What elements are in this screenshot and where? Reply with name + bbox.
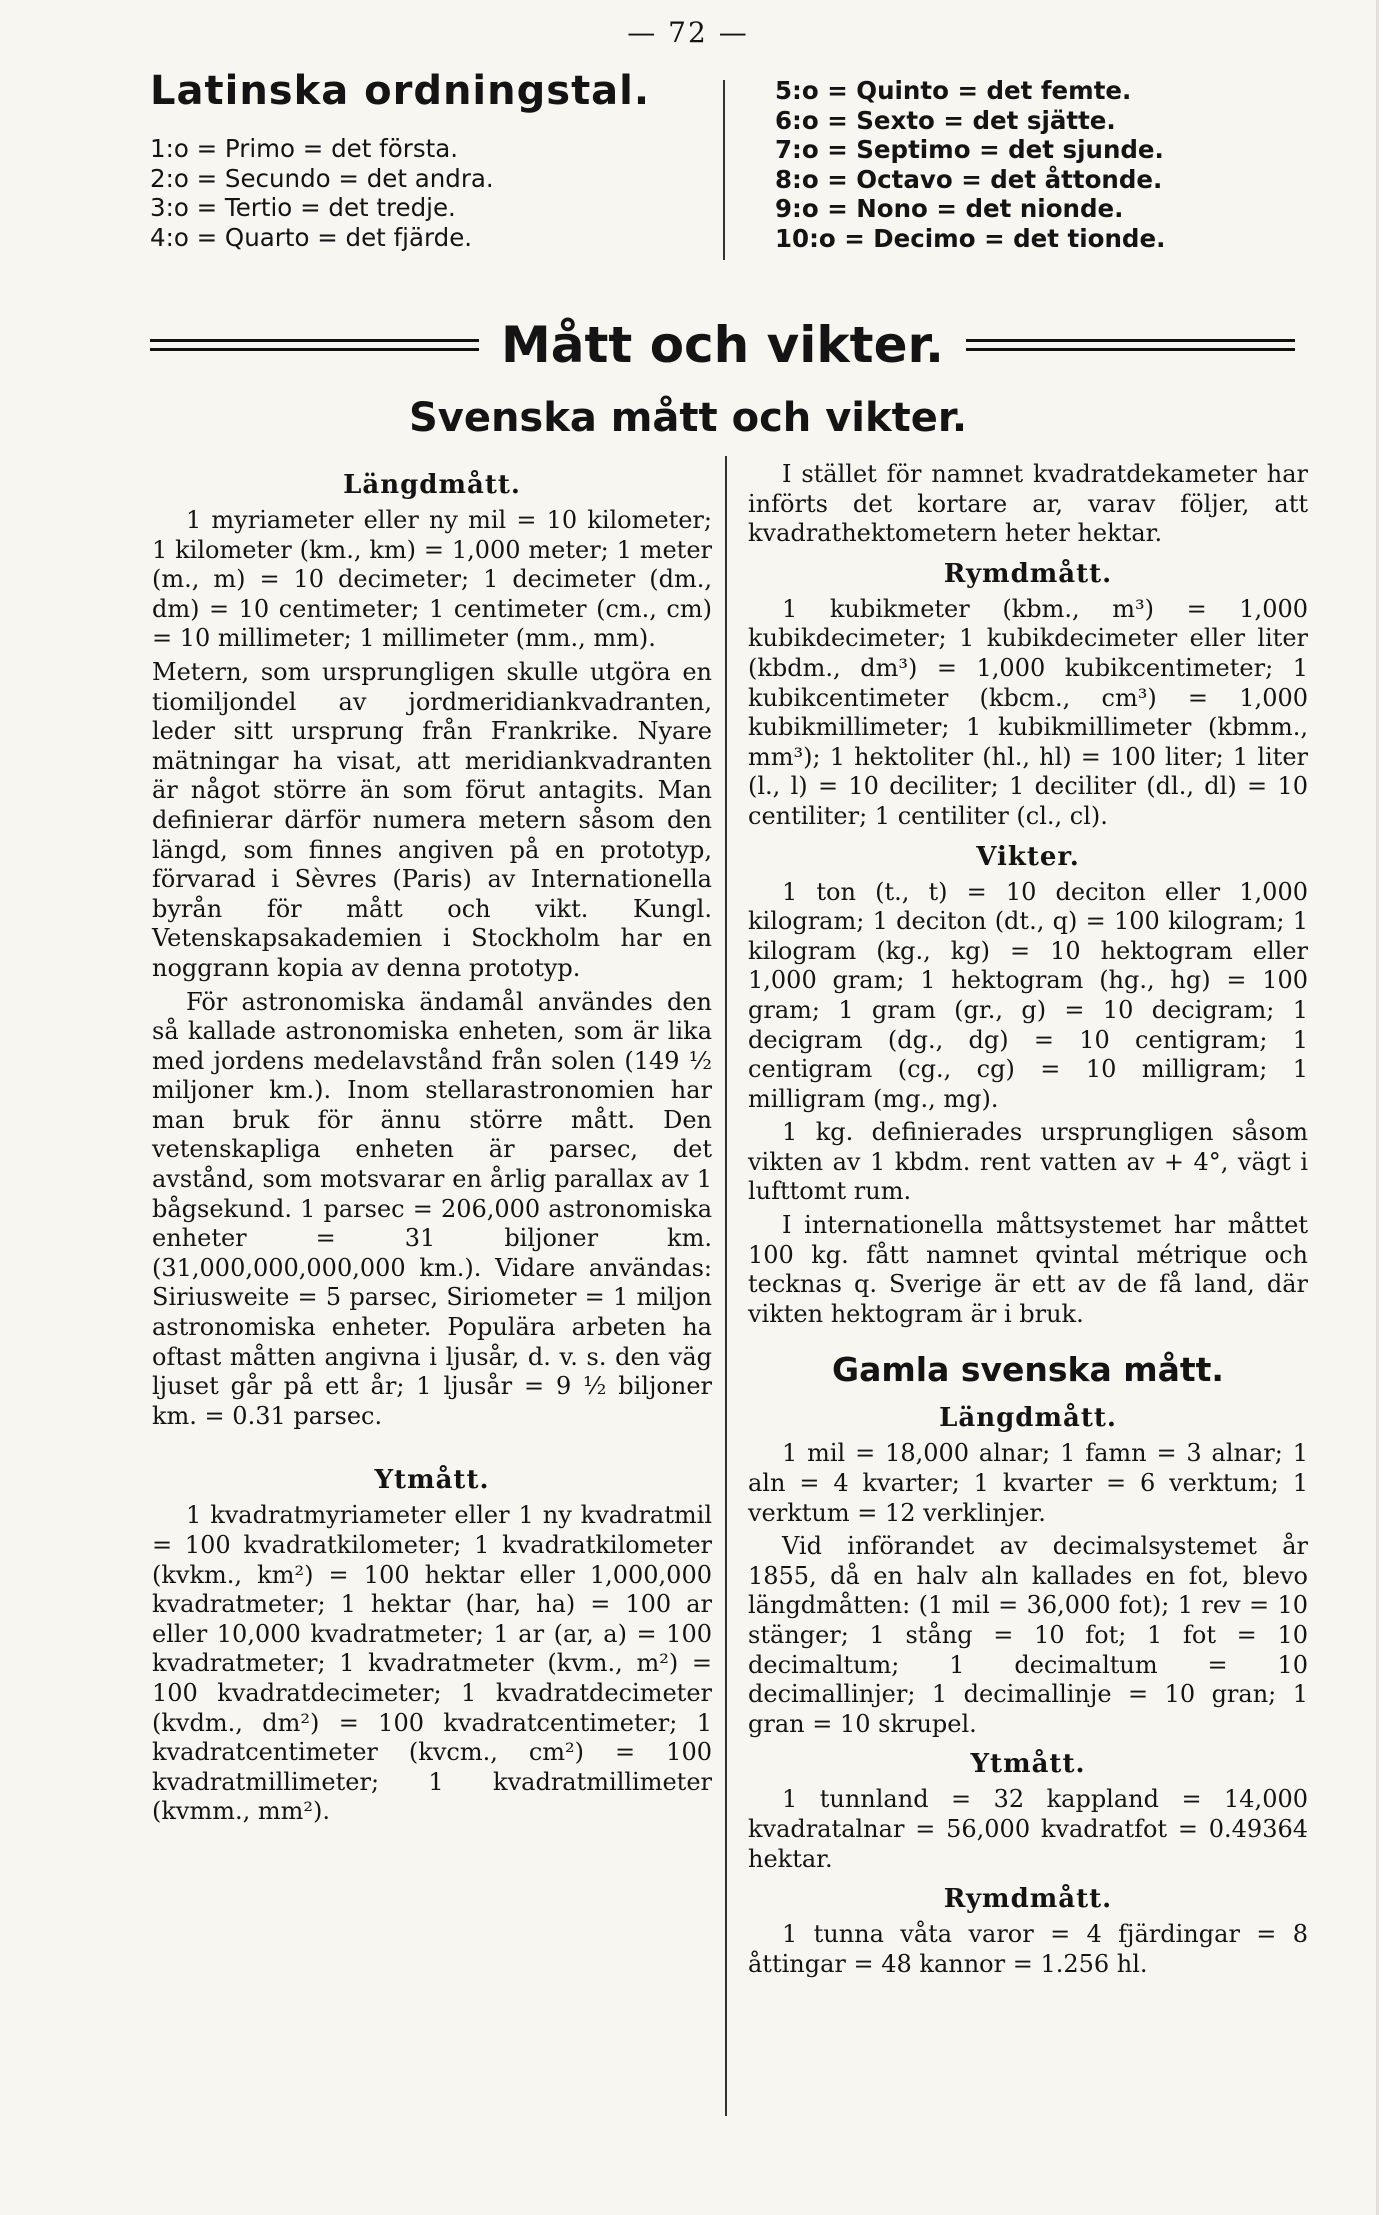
paragraph: 1 tunnland = 32 kappland = 14,000 kvadratalnar = 56,000 kvadratfot = 0.49364 hektar.: [748, 1785, 1308, 1873]
left-column: [152, 460, 712, 1827]
ordinal-item: 1:o = Primo = det första.: [150, 134, 458, 163]
title-rule-right: [966, 339, 1295, 351]
paragraph: 1 myriameter eller ny mil = 10 kilometer; 1 kilometer (km., km) = 1,000 meter; 1 meter (m., m) = 10 decimeter; 1 decimeter (dm., dm) = 10 centimeter; 1 centimeter (cm., cm) = 10 millimeter; 1 millimeter (mm., mm).: [152, 506, 712, 653]
paragraph: Metern, som ursprungligen skulle utgöra en tiomiljondel av jordmeridiankvadranten, leder sitt ursprung från Frankrike. Nyare mätningar ha visat, att meridiankvadranten är något större än som förut antagits. Man definierar därför numera metern såsom den längd, som finnes angiven på en prototyp, förvarad i Sèvres (Paris) av Internationella byrån för mått och vikt. Kungl. Vetenskapsakademien i Stockholm har en noggrann kopia av denna prototyp.: [152, 657, 712, 982]
paragraph: I internationella måttsystemet har måttet 100 kg. fått namnet qvintal métrique och tecknas q. Sverige är ett av de få land, där vikten hektogram är i bruk.: [748, 1211, 1308, 1328]
paragraph: Vid införandet av decimalsystemet år 1855, då en halv aln kallades en fot, blevo längdmåtten: (1 mil = 36,000 fot); 1 rev = 10 stänger; 1 stång = 10 fot; 1 fot = 10 decimaltum; 1 decimaltum = 10 decimallinjer; 1 decimallinje = 10 gran; 1 gran = 10 skrupel.: [748, 1532, 1308, 1738]
latin-ordinals-section: [0, 68, 1376, 263]
ordinals-left-column: [150, 68, 710, 252]
section-heading-old-langdmatt: Längdmått.: [939, 1403, 1117, 1434]
section-heading-old-ytmatt: Ytmått.: [970, 1749, 1086, 1780]
ordinal-item: 9:o = Nono = det nionde.: [775, 194, 1124, 223]
ordinal-item: 7:o = Septimo = det sjunde.: [775, 135, 1164, 164]
right-column: [748, 460, 1308, 1979]
paragraph: 1 kvadratmyriameter eller 1 ny kvadratmil = 100 kvadratkilometer; 1 kvadratkilometer (kvkm., km²) = 100 hektar eller 1,000,000 kvadratmeter; 1 hektar (har, ha) = 100 ar eller 10,000 kvadratmeter; 1 ar (ar, a) = 100 kvadratmeter; 1 kvadratmeter (kvm., m²) = 100 kvadratdecimeter; 1 kvadratdecimeter (kvdm., dm²) = 100 kvadratcentimeter; 1 kvadratcentimeter (kvcm., cm²) = 100 kvadratmillimeter; 1 kvadratmillimeter (kvmm., mm²).: [152, 1501, 712, 1826]
section-heading-langdmatt: Längdmått.: [343, 470, 521, 500]
ordinal-item: 3:o = Tertio = det tredje.: [150, 193, 456, 222]
paragraph: För astronomiska ändamål användes den så kallade astronomiska enheten, som är lika med jordens medelavstånd från solen (149 ½ miljoner km.). Inom stellarastronomien har man bruk för ännu större mått. Den vetenskapliga enheten är parsec, det avstånd, som motsvarar en årlig parallax av 1 bågsekund. 1 parsec = 206,000 astronomiska enheter = 31 biljoner km. (31,000,000,000,000 km.). Vidare användas: Siriusweite = 5 parsec, Siriometer = 1 miljon astronomiska enheter. Populära arbeten ha oftast måtten angivna i ljusår, d. v. s. den väg ljuset går på ett år; 1 ljusår = 9 ½ biljoner km. = 0.31 parsec.: [152, 987, 712, 1430]
page-number: — 72 —: [627, 16, 749, 49]
title-rule-left: [150, 339, 479, 351]
ordinal-item: 8:o = Octavo = det åttonde.: [775, 164, 1163, 194]
ordinals-right-column: [775, 76, 1315, 253]
section-heading-old-rymdmatt: Rymdmått.: [943, 1884, 1113, 1915]
ordinals-list-right: [775, 76, 1315, 253]
ordinal-item: 5:o = Quinto = det femte.: [775, 76, 1132, 105]
ordinal-item: 4:o = Quarto = det fjärde.: [150, 222, 473, 252]
paragraph: 1 kubikmeter (kbm., m³) = 1,000 kubikdecimeter; 1 kubikdecimeter eller liter (kbdm., dm³) = 1,000 kubikcentimeter; 1 kubikcentimeter (kbcm., cm³) = 1,000 kubikmillimeter; 1 kubikmillimeter (kbmm., mm³); 1 hektoliter (hl., hl) = 100 liter; 1 liter (l., l) = 10 deciliter; 1 deciliter (dl., dl) = 10 centiliter; 1 centiliter (cl., cl).: [748, 594, 1308, 830]
ordinal-item: 10:o = Decimo = det tionde.: [775, 223, 1166, 253]
column-divider: [725, 456, 727, 2116]
paragraph: I stället för namnet kvadratdekameter har införts det kortare ar, varav följer, att kvadrathektometern heter hektar.: [748, 460, 1308, 548]
paragraph: 1 kg. definierades ursprungligen såsom vikten av 1 kbdm. rent vatten av + 4°, vägt i lufttomt rum.: [748, 1118, 1308, 1206]
paragraph: 1 tunna våta varor = 4 fjärdingar = 8 åttingar = 48 kannor = 1.256 hl.: [748, 1920, 1308, 1978]
section-heading-rymdmatt: Rymdmått.: [943, 558, 1113, 589]
section-heading-gamla-svenska-matt: Gamla svenska mått.: [832, 1350, 1224, 1390]
main-title: Mått och vikter.: [500, 316, 945, 374]
ordinal-item: 2:o = Secundo = det andra.: [150, 163, 494, 193]
ordinal-item: 6:o = Sexto = det sjätte.: [775, 105, 1116, 135]
section-heading-vikter: Vikter.: [976, 841, 1080, 872]
paragraph: 1 mil = 18,000 alnar; 1 famn = 3 alnar; 1 aln = 4 kvarter; 1 kvarter = 6 verktum; 1 verktum = 12 verklinjer.: [748, 1439, 1308, 1527]
ordinals-list-left: [150, 134, 710, 252]
main-title-row: [150, 313, 1295, 377]
section-heading-ytmatt: Ytmått.: [374, 1465, 490, 1496]
ordinals-divider: [723, 80, 725, 260]
ordinals-title: Latinska ordningstal.: [150, 68, 651, 114]
paragraph: 1 ton (t., t) = 10 deciton eller 1,000 kilogram; 1 deciton (dt., q) = 100 kilogram; 1 kilogram (kg., kg) = 10 hektogram eller 1,000 gram; 1 hektogram (hg., hg) = 100 gram; 1 gram (gr., g) = 10 decigram; 1 decigram (dg., dg) = 10 centigram; 1 centigram (cg., cg) = 10 milligram; 1 milligram (mg., mg).: [748, 877, 1308, 1113]
sub-title: Svenska mått och vikter.: [408, 395, 968, 441]
